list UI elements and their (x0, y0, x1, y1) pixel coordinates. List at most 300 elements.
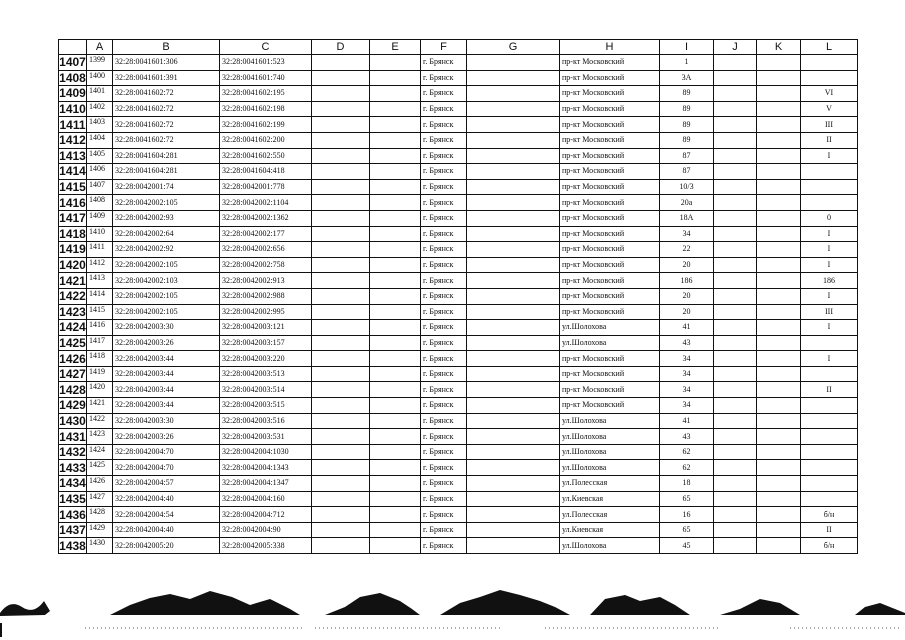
cell-b[interactable]: 32:28:0042002:105 (113, 257, 220, 273)
row-number[interactable]: 1415 (59, 180, 86, 195)
cell-e[interactable] (370, 226, 421, 242)
cell-l[interactable] (801, 429, 858, 445)
cell-e[interactable] (370, 476, 421, 492)
cell-c[interactable]: 32:28:0042005:338 (220, 538, 312, 554)
cell-k[interactable] (757, 117, 801, 133)
cell-k[interactable] (757, 413, 801, 429)
cell-i[interactable]: 43 (660, 429, 714, 445)
cell-j[interactable] (714, 273, 757, 289)
cell-g[interactable] (467, 491, 560, 507)
cell-i[interactable]: 89 (660, 86, 714, 102)
cell-b[interactable]: 32:28:0041604:281 (113, 164, 220, 180)
cell-a[interactable]: 1429 (87, 522, 113, 538)
cell-h[interactable]: ул.Шолохова (560, 335, 660, 351)
cell-b[interactable]: 32:28:0041602:72 (113, 132, 220, 148)
cell-c[interactable]: 32:28:0042002:913 (220, 273, 312, 289)
cell-i[interactable]: 1 (660, 55, 714, 71)
column-header-c[interactable]: C (220, 40, 312, 55)
cell-e[interactable] (370, 320, 421, 336)
cell-h[interactable]: пр-кт Московский (560, 382, 660, 398)
cell-f[interactable]: г. Брянск (421, 429, 467, 445)
cell-d[interactable] (312, 476, 370, 492)
cell-i[interactable]: 45 (660, 538, 714, 554)
cell-l[interactable]: III (801, 117, 858, 133)
cell-l[interactable]: II (801, 522, 858, 538)
cell-k[interactable] (757, 304, 801, 320)
corner-header[interactable] (59, 40, 87, 55)
cell-j[interactable] (714, 132, 757, 148)
cell-a[interactable]: 1412 (87, 257, 113, 273)
cell-b[interactable]: 32:28:0041604:281 (113, 148, 220, 164)
cell-j[interactable] (714, 444, 757, 460)
cell-a[interactable]: 1400 (87, 70, 113, 86)
cell-b[interactable]: 32:28:0041602:72 (113, 117, 220, 133)
cell-f[interactable]: г. Брянск (421, 320, 467, 336)
cell-g[interactable] (467, 398, 560, 414)
cell-c[interactable]: 32:28:0042003:513 (220, 366, 312, 382)
cell-c[interactable]: 32:28:0042002:1104 (220, 195, 312, 211)
cell-e[interactable] (370, 257, 421, 273)
cell-f[interactable]: г. Брянск (421, 164, 467, 180)
cell-h[interactable]: ул.Шолохова (560, 413, 660, 429)
cell-g[interactable] (467, 320, 560, 336)
cell-j[interactable] (714, 101, 757, 117)
cell-k[interactable] (757, 491, 801, 507)
cell-d[interactable] (312, 366, 370, 382)
cell-b[interactable]: 32:28:0042002:64 (113, 226, 220, 242)
cell-g[interactable] (467, 257, 560, 273)
cell-k[interactable] (757, 538, 801, 554)
cell-c[interactable]: 32:28:0042003:531 (220, 429, 312, 445)
cell-f[interactable]: г. Брянск (421, 538, 467, 554)
cell-f[interactable]: г. Брянск (421, 413, 467, 429)
cell-d[interactable] (312, 164, 370, 180)
cell-b[interactable]: 32:28:0042002:105 (113, 195, 220, 211)
cell-j[interactable] (714, 117, 757, 133)
cell-j[interactable] (714, 382, 757, 398)
cell-b[interactable]: 32:28:0041602:72 (113, 101, 220, 117)
cell-f[interactable]: г. Брянск (421, 476, 467, 492)
cell-k[interactable] (757, 335, 801, 351)
cell-c[interactable]: 32:28:0042003:157 (220, 335, 312, 351)
cell-k[interactable] (757, 226, 801, 242)
cell-f[interactable]: г. Брянск (421, 304, 467, 320)
cell-b[interactable]: 32:28:0041601:391 (113, 70, 220, 86)
cell-b[interactable]: 32:28:0041601:306 (113, 55, 220, 71)
cell-j[interactable] (714, 257, 757, 273)
cell-i[interactable]: 41 (660, 413, 714, 429)
cell-e[interactable] (370, 382, 421, 398)
cell-a[interactable]: 1427 (87, 491, 113, 507)
cell-a[interactable]: 1399 (87, 55, 113, 71)
cell-j[interactable] (714, 148, 757, 164)
cell-b[interactable]: 32:28:0041602:72 (113, 86, 220, 102)
cell-e[interactable] (370, 366, 421, 382)
cell-i[interactable]: 20 (660, 257, 714, 273)
row-number[interactable]: 1416 (59, 195, 86, 210)
cell-b[interactable]: 32:28:0042002:105 (113, 288, 220, 304)
row-number[interactable]: 1420 (59, 258, 86, 273)
cell-a[interactable]: 1423 (87, 429, 113, 445)
cell-d[interactable] (312, 101, 370, 117)
cell-c[interactable]: 32:28:0042003:121 (220, 320, 312, 336)
cell-k[interactable] (757, 148, 801, 164)
cell-a[interactable]: 1424 (87, 444, 113, 460)
cell-c[interactable]: 32:28:0042003:515 (220, 398, 312, 414)
cell-c[interactable]: 32:28:0041601:523 (220, 55, 312, 71)
cell-f[interactable]: г. Брянск (421, 444, 467, 460)
cell-a[interactable]: 1428 (87, 507, 113, 523)
cell-f[interactable]: г. Брянск (421, 101, 467, 117)
cell-l[interactable]: б/н (801, 538, 858, 554)
cell-c[interactable]: 32:28:0041604:418 (220, 164, 312, 180)
cell-a[interactable]: 1401 (87, 86, 113, 102)
cell-b[interactable]: 32:28:0042004:54 (113, 507, 220, 523)
cell-l[interactable] (801, 460, 858, 476)
cell-f[interactable]: г. Брянск (421, 148, 467, 164)
cell-i[interactable]: 34 (660, 226, 714, 242)
cell-k[interactable] (757, 507, 801, 523)
cell-j[interactable] (714, 413, 757, 429)
cell-f[interactable]: г. Брянск (421, 460, 467, 476)
cell-g[interactable] (467, 288, 560, 304)
cell-l[interactable]: I (801, 148, 858, 164)
cell-d[interactable] (312, 273, 370, 289)
cell-k[interactable] (757, 288, 801, 304)
cell-k[interactable] (757, 70, 801, 86)
cell-h[interactable]: пр-кт Московский (560, 70, 660, 86)
cell-f[interactable]: г. Брянск (421, 242, 467, 258)
cell-g[interactable] (467, 538, 560, 554)
cell-a[interactable]: 1402 (87, 101, 113, 117)
cell-h[interactable]: пр-кт Московский (560, 132, 660, 148)
cell-c[interactable]: 32:28:0042004:90 (220, 522, 312, 538)
cell-e[interactable] (370, 101, 421, 117)
cell-l[interactable] (801, 335, 858, 351)
cell-l[interactable]: VI (801, 86, 858, 102)
row-number[interactable]: 1407 (59, 55, 86, 70)
cell-k[interactable] (757, 179, 801, 195)
cell-k[interactable] (757, 101, 801, 117)
cell-b[interactable]: 32:28:0042003:30 (113, 413, 220, 429)
cell-i[interactable]: 34 (660, 382, 714, 398)
cell-g[interactable] (467, 351, 560, 367)
column-header-a[interactable]: A (87, 40, 113, 55)
cell-j[interactable] (714, 288, 757, 304)
cell-g[interactable] (467, 55, 560, 71)
cell-d[interactable] (312, 242, 370, 258)
cell-a[interactable]: 1408 (87, 195, 113, 211)
cell-j[interactable] (714, 304, 757, 320)
cell-e[interactable] (370, 429, 421, 445)
cell-h[interactable]: ул.Шолохова (560, 460, 660, 476)
cell-d[interactable] (312, 304, 370, 320)
cell-a[interactable]: 1410 (87, 226, 113, 242)
cell-a[interactable]: 1411 (87, 242, 113, 258)
row-number[interactable]: 1434 (59, 476, 86, 491)
cell-l[interactable]: I (801, 320, 858, 336)
cell-g[interactable] (467, 304, 560, 320)
cell-c[interactable]: 32:28:0042002:758 (220, 257, 312, 273)
cell-j[interactable] (714, 366, 757, 382)
cell-e[interactable] (370, 164, 421, 180)
cell-k[interactable] (757, 320, 801, 336)
cell-d[interactable] (312, 522, 370, 538)
cell-b[interactable]: 32:28:0042002:92 (113, 242, 220, 258)
cell-l[interactable]: б/н (801, 507, 858, 523)
cell-h[interactable]: ул.Шолохова (560, 444, 660, 460)
cell-l[interactable]: 186 (801, 273, 858, 289)
cell-h[interactable]: пр-кт Московский (560, 304, 660, 320)
row-number[interactable]: 1433 (59, 460, 86, 475)
cell-a[interactable]: 1406 (87, 164, 113, 180)
cell-b[interactable]: 32:28:0042004:70 (113, 460, 220, 476)
cell-i[interactable]: 18А (660, 210, 714, 226)
cell-g[interactable] (467, 195, 560, 211)
row-number[interactable]: 1435 (59, 491, 86, 506)
cell-j[interactable] (714, 460, 757, 476)
cell-l[interactable]: I (801, 351, 858, 367)
row-number[interactable]: 1424 (59, 320, 86, 335)
cell-k[interactable] (757, 257, 801, 273)
row-number[interactable]: 1436 (59, 507, 86, 522)
cell-j[interactable] (714, 226, 757, 242)
cell-e[interactable] (370, 132, 421, 148)
row-number[interactable]: 1431 (59, 429, 86, 444)
cell-j[interactable] (714, 195, 757, 211)
cell-l[interactable]: I (801, 226, 858, 242)
cell-j[interactable] (714, 429, 757, 445)
cell-b[interactable]: 32:28:0042002:93 (113, 210, 220, 226)
cell-d[interactable] (312, 507, 370, 523)
cell-d[interactable] (312, 195, 370, 211)
cell-i[interactable]: 87 (660, 164, 714, 180)
row-number[interactable]: 1414 (59, 164, 86, 179)
cell-j[interactable] (714, 491, 757, 507)
cell-l[interactable] (801, 179, 858, 195)
column-header-g[interactable]: G (467, 40, 560, 55)
cell-i[interactable]: 62 (660, 460, 714, 476)
cell-i[interactable]: 16 (660, 507, 714, 523)
cell-c[interactable]: 32:28:0042004:1343 (220, 460, 312, 476)
cell-l[interactable]: I (801, 242, 858, 258)
cell-e[interactable] (370, 351, 421, 367)
cell-l[interactable] (801, 164, 858, 180)
cell-h[interactable]: ул.Киевская (560, 522, 660, 538)
cell-i[interactable]: 41 (660, 320, 714, 336)
cell-a[interactable]: 1426 (87, 476, 113, 492)
cell-k[interactable] (757, 366, 801, 382)
column-header-f[interactable]: F (421, 40, 467, 55)
cell-e[interactable] (370, 288, 421, 304)
cell-b[interactable]: 32:28:0042003:44 (113, 351, 220, 367)
cell-f[interactable]: г. Брянск (421, 179, 467, 195)
cell-j[interactable] (714, 507, 757, 523)
cell-h[interactable]: пр-кт Московский (560, 351, 660, 367)
cell-e[interactable] (370, 522, 421, 538)
cell-l[interactable] (801, 366, 858, 382)
cell-l[interactable] (801, 70, 858, 86)
cell-k[interactable] (757, 522, 801, 538)
cell-k[interactable] (757, 210, 801, 226)
cell-f[interactable]: г. Брянск (421, 335, 467, 351)
cell-c[interactable]: 32:28:0042002:988 (220, 288, 312, 304)
cell-i[interactable]: 3А (660, 70, 714, 86)
cell-j[interactable] (714, 55, 757, 71)
cell-g[interactable] (467, 413, 560, 429)
cell-e[interactable] (370, 538, 421, 554)
cell-h[interactable]: пр-кт Московский (560, 226, 660, 242)
cell-d[interactable] (312, 257, 370, 273)
cell-k[interactable] (757, 132, 801, 148)
cell-d[interactable] (312, 179, 370, 195)
cell-d[interactable] (312, 288, 370, 304)
cell-j[interactable] (714, 351, 757, 367)
cell-a[interactable]: 1425 (87, 460, 113, 476)
cell-d[interactable] (312, 429, 370, 445)
row-number[interactable]: 1411 (59, 117, 86, 132)
cell-i[interactable]: 22 (660, 242, 714, 258)
cell-e[interactable] (370, 444, 421, 460)
cell-g[interactable] (467, 366, 560, 382)
cell-i[interactable]: 62 (660, 444, 714, 460)
cell-i[interactable]: 34 (660, 351, 714, 367)
cell-i[interactable]: 65 (660, 522, 714, 538)
cell-h[interactable]: пр-кт Московский (560, 86, 660, 102)
cell-h[interactable]: пр-кт Московский (560, 398, 660, 414)
cell-i[interactable]: 186 (660, 273, 714, 289)
cell-l[interactable] (801, 476, 858, 492)
cell-h[interactable]: ул.Полесская (560, 507, 660, 523)
cell-d[interactable] (312, 335, 370, 351)
cell-f[interactable]: г. Брянск (421, 226, 467, 242)
cell-c[interactable]: 32:28:0042004:1030 (220, 444, 312, 460)
cell-g[interactable] (467, 382, 560, 398)
column-header-d[interactable]: D (312, 40, 370, 55)
row-number[interactable]: 1438 (59, 538, 86, 553)
cell-k[interactable] (757, 460, 801, 476)
cell-h[interactable]: ул.Шолохова (560, 429, 660, 445)
cell-e[interactable] (370, 86, 421, 102)
cell-g[interactable] (467, 444, 560, 460)
cell-h[interactable]: пр-кт Московский (560, 366, 660, 382)
row-number[interactable]: 1421 (59, 273, 86, 288)
cell-a[interactable]: 1409 (87, 210, 113, 226)
cell-c[interactable]: 32:28:0042001:778 (220, 179, 312, 195)
cell-h[interactable]: пр-кт Московский (560, 242, 660, 258)
cell-j[interactable] (714, 210, 757, 226)
cell-l[interactable] (801, 398, 858, 414)
cell-i[interactable]: 65 (660, 491, 714, 507)
cell-g[interactable] (467, 70, 560, 86)
cell-b[interactable]: 32:28:0042002:105 (113, 304, 220, 320)
cell-a[interactable]: 1421 (87, 398, 113, 414)
cell-e[interactable] (370, 117, 421, 133)
cell-h[interactable]: ул.Шолохова (560, 538, 660, 554)
cell-b[interactable]: 32:28:0042004:57 (113, 476, 220, 492)
cell-i[interactable]: 43 (660, 335, 714, 351)
cell-d[interactable] (312, 320, 370, 336)
cell-d[interactable] (312, 210, 370, 226)
cell-c[interactable]: 32:28:0042004:712 (220, 507, 312, 523)
cell-g[interactable] (467, 476, 560, 492)
cell-h[interactable]: пр-кт Московский (560, 288, 660, 304)
cell-g[interactable] (467, 429, 560, 445)
cell-e[interactable] (370, 210, 421, 226)
cell-e[interactable] (370, 398, 421, 414)
cell-k[interactable] (757, 86, 801, 102)
cell-g[interactable] (467, 210, 560, 226)
cell-d[interactable] (312, 55, 370, 71)
cell-e[interactable] (370, 179, 421, 195)
cell-b[interactable]: 32:28:0042002:103 (113, 273, 220, 289)
row-number[interactable]: 1412 (59, 133, 86, 148)
cell-h[interactable]: пр-кт Московский (560, 117, 660, 133)
cell-l[interactable] (801, 491, 858, 507)
cell-f[interactable]: г. Брянск (421, 382, 467, 398)
cell-f[interactable]: г. Брянск (421, 132, 467, 148)
cell-a[interactable]: 1414 (87, 288, 113, 304)
cell-b[interactable]: 32:28:0042005:20 (113, 538, 220, 554)
cell-k[interactable] (757, 444, 801, 460)
column-header-h[interactable]: H (560, 40, 660, 55)
cell-e[interactable] (370, 242, 421, 258)
cell-a[interactable]: 1405 (87, 148, 113, 164)
row-number[interactable]: 1423 (59, 304, 86, 319)
cell-h[interactable]: пр-кт Московский (560, 101, 660, 117)
cell-l[interactable] (801, 195, 858, 211)
cell-g[interactable] (467, 132, 560, 148)
cell-f[interactable]: г. Брянск (421, 507, 467, 523)
cell-h[interactable]: пр-кт Московский (560, 195, 660, 211)
cell-f[interactable]: г. Брянск (421, 117, 467, 133)
row-number[interactable]: 1408 (59, 70, 86, 85)
row-number[interactable]: 1419 (59, 242, 86, 257)
row-number[interactable]: 1417 (59, 211, 86, 226)
cell-j[interactable] (714, 164, 757, 180)
row-number[interactable]: 1418 (59, 226, 86, 241)
cell-i[interactable]: 20 (660, 304, 714, 320)
cell-h[interactable]: пр-кт Московский (560, 257, 660, 273)
cell-g[interactable] (467, 117, 560, 133)
cell-i[interactable]: 89 (660, 117, 714, 133)
cell-e[interactable] (370, 491, 421, 507)
cell-d[interactable] (312, 538, 370, 554)
cell-e[interactable] (370, 195, 421, 211)
row-number[interactable]: 1409 (59, 86, 86, 101)
cell-j[interactable] (714, 179, 757, 195)
cell-j[interactable] (714, 86, 757, 102)
column-header-b[interactable]: B (113, 40, 220, 55)
row-number[interactable]: 1437 (59, 523, 86, 538)
cell-f[interactable]: г. Брянск (421, 210, 467, 226)
column-header-j[interactable]: J (714, 40, 757, 55)
cell-h[interactable]: пр-кт Московский (560, 210, 660, 226)
cell-i[interactable]: 89 (660, 101, 714, 117)
cell-e[interactable] (370, 304, 421, 320)
cell-a[interactable]: 1403 (87, 117, 113, 133)
cell-g[interactable] (467, 335, 560, 351)
cell-j[interactable] (714, 476, 757, 492)
column-header-i[interactable]: I (660, 40, 714, 55)
cell-g[interactable] (467, 242, 560, 258)
cell-i[interactable]: 89 (660, 132, 714, 148)
cell-b[interactable]: 32:28:0042004:40 (113, 491, 220, 507)
cell-l[interactable]: III (801, 304, 858, 320)
column-header-k[interactable]: K (757, 40, 801, 55)
cell-f[interactable]: г. Брянск (421, 86, 467, 102)
row-number[interactable]: 1410 (59, 102, 86, 117)
